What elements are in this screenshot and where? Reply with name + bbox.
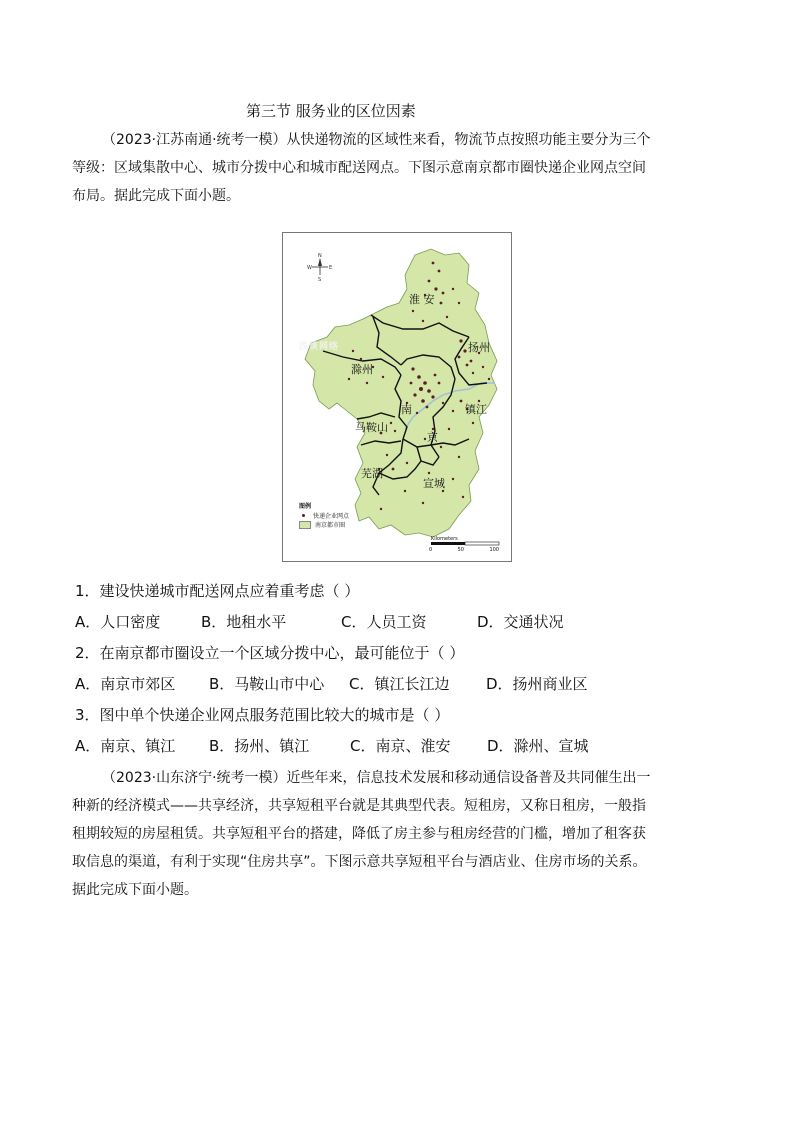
intro2-line: 租期较短的房屋租赁。共享短租平台的搭建，降低了房主参与租房经营的门槛，增加了租客获 (72, 826, 646, 842)
city-label-xuancheng: 宣城 (423, 477, 445, 490)
option-d[interactable]: D．扬州商业区 (486, 675, 588, 693)
legend-title: 图例 (299, 503, 312, 510)
compass-w: W (307, 265, 312, 271)
compass-n: N (318, 253, 322, 259)
swatch-icon (299, 521, 311, 529)
option-a[interactable]: A．人口密度 (75, 613, 161, 631)
option-b[interactable]: B．地租水平 (201, 613, 287, 631)
question-2: 2．在南京都市圈设立一个区域分拨中心，最可能位于（ ） (75, 644, 465, 662)
dot-icon (302, 514, 305, 517)
intro2-line: （2023·山东济宁·统考一模）近些年来，信息技术发展和移动通信设备普及共同催生出一 (102, 770, 651, 786)
city-label-huaian: 淮 安 (409, 293, 435, 306)
scale-tick: 50 (457, 547, 464, 553)
intro-paragraph-2 (72, 764, 732, 904)
question-3: 3．图中单个快递企业网点服务范围比较大的城市是（ ） (75, 706, 450, 724)
intro1-line: 布局。据此完成下面小题。 (72, 188, 240, 204)
question-1: 1．建设快递城市配送网点应着重考虑（ ） (75, 582, 360, 600)
city-label-zhenjiang: 镇江 (465, 403, 487, 416)
question-2-options (75, 673, 588, 694)
intro2-line: 种新的经济模式——共享经济，共享短租平台就是其典型代表。短租房，又称日租房，一般指 (72, 798, 646, 814)
option-c[interactable]: C．镇江长江边 (349, 675, 450, 693)
city-label-maanshan: 马鞍山 (355, 421, 388, 434)
city-label-wuhu: 芜湖 (361, 467, 383, 480)
option-d[interactable]: D．交通状况 (477, 613, 564, 631)
option-c[interactable]: C．人员工资 (341, 613, 427, 631)
nanjing-metro-map (282, 232, 512, 562)
intro-paragraph-1 (72, 126, 732, 210)
intro2-line: 据此完成下面小题。 (72, 882, 198, 898)
page-title: 第三节 服务业的区位因素 (246, 102, 416, 120)
compass-e: E (329, 265, 333, 271)
compass-s: S (318, 277, 322, 283)
scale-tick: 0 (429, 547, 433, 553)
city-label-yangzhou: 扬州 (468, 341, 490, 354)
map-watermark: 浅谈网络 (299, 342, 340, 352)
intro2-line: 取信息的渠道，有利于实现“住房共享”。下图示意共享短租平台与酒店业、住房市场的关系。 (72, 854, 647, 870)
compass-icon (307, 253, 332, 283)
question-3-options (75, 735, 589, 756)
legend-item-outlets (299, 511, 349, 520)
option-a[interactable]: A．南京、镇江 (75, 737, 176, 755)
legend-item-region (299, 520, 345, 529)
option-b[interactable]: B．扬州、镇江 (209, 737, 310, 755)
legend-label: 快递企业网点 (313, 513, 350, 520)
option-c[interactable]: C．南京、淮安 (350, 737, 451, 755)
option-b[interactable]: B．马鞍山市中心 (209, 675, 325, 693)
city-label-nan: 南 (401, 403, 412, 416)
option-a[interactable]: A．南京市郊区 (75, 675, 176, 693)
question-1-options (75, 611, 564, 632)
option-d[interactable]: D．滁州、宣城 (487, 737, 589, 755)
scale-label: Kilometers (431, 536, 458, 542)
scale-tick: 100 (489, 547, 499, 553)
intro1-line: 等级：区域集散中心、城市分拨中心和城市配送网点。下图示意南京都市圈快递企业网点空间 (72, 160, 646, 176)
scale-bar (431, 542, 499, 545)
scale-ticks (429, 547, 499, 553)
intro1-line: （2023·江苏南通·统考一模）从快递物流的区域性来看，物流节点按照功能主要分为三个 (102, 132, 651, 148)
metro-region (305, 249, 497, 537)
city-label-jing: 京 (427, 431, 438, 444)
city-label-chuzhou: 滁州 (351, 363, 373, 376)
legend-label: 南京都市圈 (315, 522, 346, 529)
